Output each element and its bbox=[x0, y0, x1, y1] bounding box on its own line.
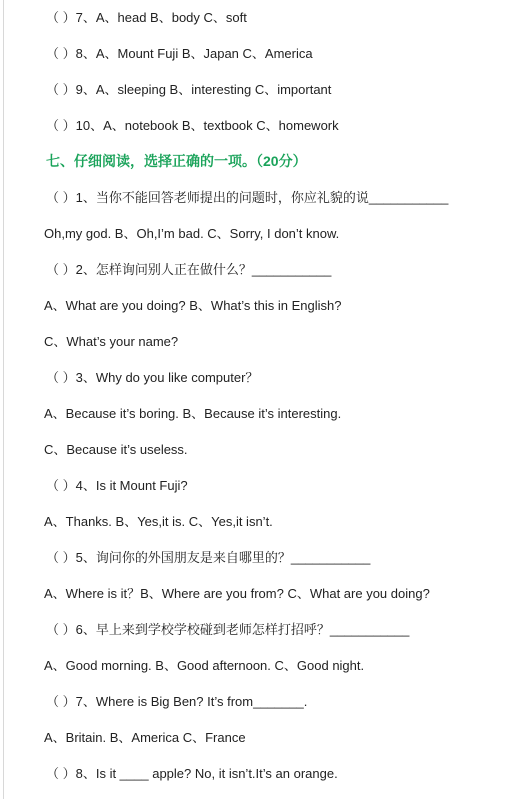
page-left-border bbox=[3, 0, 4, 799]
reading-options-5: A、Where is it？B、Where are you from? C、What are you doing? bbox=[44, 586, 430, 601]
question-line-7: （ ）7、A、head B、body C、soft bbox=[46, 10, 247, 25]
reading-question-6: （ ）6、早上来到学校学校碰到老师怎样打招呼？___________ bbox=[46, 622, 410, 637]
reading-options-3a: A、Because it’s boring. B、Because it’s interesting. bbox=[44, 406, 342, 421]
section-title: 七、仔细阅读，选择正确的一项。（20分） bbox=[46, 153, 307, 169]
reading-question-5: （ ）5、询问你的外国朋友是来自哪里的？___________ bbox=[46, 550, 371, 565]
reading-options-6: A、Good morning. B、Good afternoon. C、Good night. bbox=[44, 658, 365, 673]
reading-options-2b: C、What’s your name? bbox=[44, 334, 179, 349]
reading-options-3b: C、Because it’s useless. bbox=[44, 442, 188, 457]
question-line-9: （ ）9、A、sleeping B、interesting C、important bbox=[46, 82, 332, 97]
reading-options-7: A、Britain. B、America C、France bbox=[44, 730, 246, 745]
question-line-8: （ ）8、A、Mount Fuji B、Japan C、America bbox=[46, 46, 313, 61]
reading-question-4: （ ）4、Is it Mount Fuji? bbox=[46, 478, 188, 493]
question-line-10: （ ）10、A、notebook B、textbook C、homework bbox=[46, 118, 339, 133]
reading-question-7: （ ）7、Where is Big Ben? It’s from_______. bbox=[46, 694, 308, 709]
reading-options-2a: A、What are you doing? B、What’s this in English? bbox=[44, 298, 342, 313]
reading-question-8: （ ）8、Is it ____ apple? No, it isn’t.It’s an orange. bbox=[46, 766, 338, 781]
reading-options-1: Oh,my god. B、Oh,I’m bad. C、Sorry, I don’t know. bbox=[44, 226, 340, 241]
reading-question-1: （ ）1、当你不能回答老师提出的问题时，你应礼貌的说___________ bbox=[46, 190, 449, 205]
reading-question-3: （ ）3、Why do you like computer？ bbox=[46, 370, 259, 385]
reading-question-2: （ ）2、怎样询问别人正在做什么？___________ bbox=[46, 262, 332, 277]
reading-options-4: A、Thanks. B、Yes,it is. C、Yes,it isn’t. bbox=[44, 514, 273, 529]
